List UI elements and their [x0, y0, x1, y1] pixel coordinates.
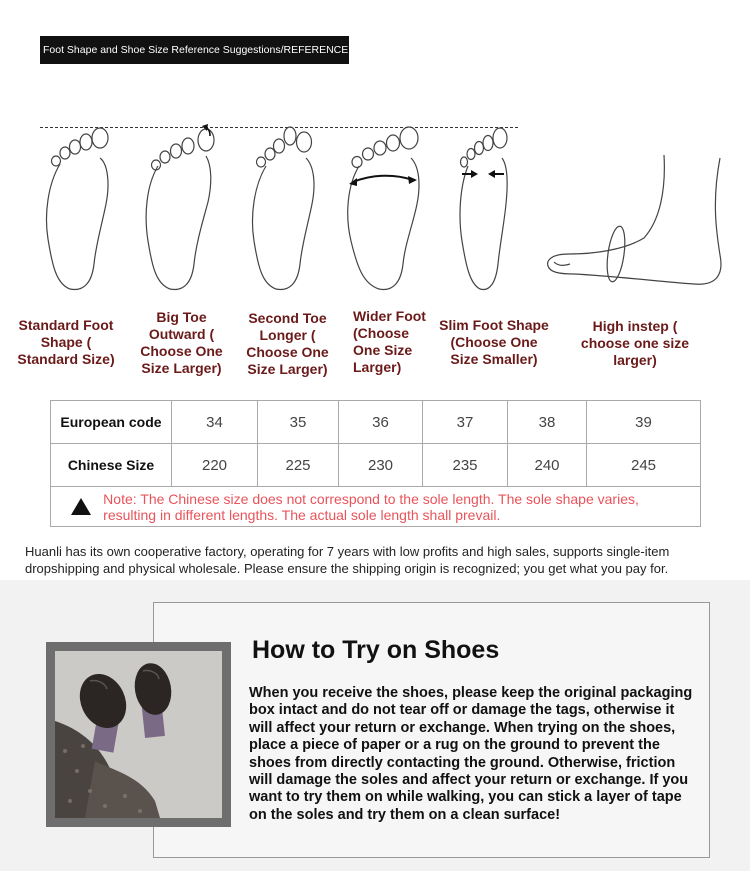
row-header-european: European code — [51, 401, 172, 444]
table-cell: 240 — [508, 444, 587, 487]
row-header-chinese: Chinese Size — [51, 444, 172, 487]
table-note-row — [51, 487, 701, 527]
table-cell: 245 — [587, 444, 701, 487]
size-table — [50, 400, 701, 527]
foot-slim-drawing — [452, 124, 514, 294]
foot-big-toe-drawing — [140, 124, 225, 294]
table-cell: 225 — [258, 444, 339, 487]
shoes-photo-frame — [46, 642, 231, 827]
factory-note: Huanli has its own cooperative factory, operating for 7 years with low profits and high sales, supports single-item dropshipping and physical wholesale. Please ensure the shipping origin is recognized; you get what you pay for. — [25, 544, 670, 576]
table-cell: 235 — [423, 444, 508, 487]
table-cell: 38 — [508, 401, 587, 444]
try-on-section — [0, 580, 750, 871]
table-cell: 39 — [587, 401, 701, 444]
foot-standard-drawing — [40, 124, 115, 294]
table-cell: 230 — [339, 444, 423, 487]
narrow-arrows-icon — [462, 170, 504, 178]
foot-label-high-instep: High instep ( choose one size larger) — [580, 318, 690, 368]
warning-triangle-icon — [71, 498, 91, 515]
foot-label-wide: Wider Foot (Choose One Size Larger) — [353, 308, 426, 375]
section-header: Foot Shape and Shoe Size Reference Suggestions/REFERENCE — [40, 36, 349, 64]
table-cell: 220 — [172, 444, 258, 487]
shoes-photo — [55, 651, 222, 818]
table-cell: 37 — [423, 401, 508, 444]
size-note-text: Note: The Chinese size does not correspond to the sole length. The sole shape varies, resulting in different lengths. The actual sole length shall prevail. — [103, 490, 639, 523]
table-cell: 34 — [172, 401, 258, 444]
size-note — [51, 487, 701, 527]
foot-label-big-toe: Big Toe Outward ( Choose One Size Larger) — [140, 309, 223, 376]
table-row — [51, 401, 701, 444]
foot-second-toe-drawing — [246, 124, 321, 294]
foot-wide-drawing — [345, 124, 425, 294]
try-on-instructions: When you receive the shoes, please keep the original packaging box intact and do not tear off or damage the tags, otherwise it will affect your return or exchange. When trying on the shoes, place a piece of paper or a rug on the ground to prevent the shoes from directly contacting the ground. Otherwise, friction will damage the soles and affect your return or exchange. If you want to try them on while walking, you can stick a layer of tape on the soles and try them on a clean surface! — [249, 685, 693, 823]
foot-label-slim: Slim Foot Shape (Choose One Size Smaller) — [439, 317, 549, 367]
table-row — [51, 444, 701, 487]
foot-label-standard: Standard Foot Shape ( Standard Size) — [17, 317, 115, 367]
table-cell: 36 — [339, 401, 423, 444]
foot-high-instep-drawing — [544, 150, 729, 290]
try-on-title: How to Try on Shoes — [252, 636, 500, 664]
width-arrows-icon — [349, 176, 417, 186]
table-cell: 35 — [258, 401, 339, 444]
foot-label-second-toe: Second Toe Longer ( Choose One Size Larger) — [246, 310, 329, 377]
